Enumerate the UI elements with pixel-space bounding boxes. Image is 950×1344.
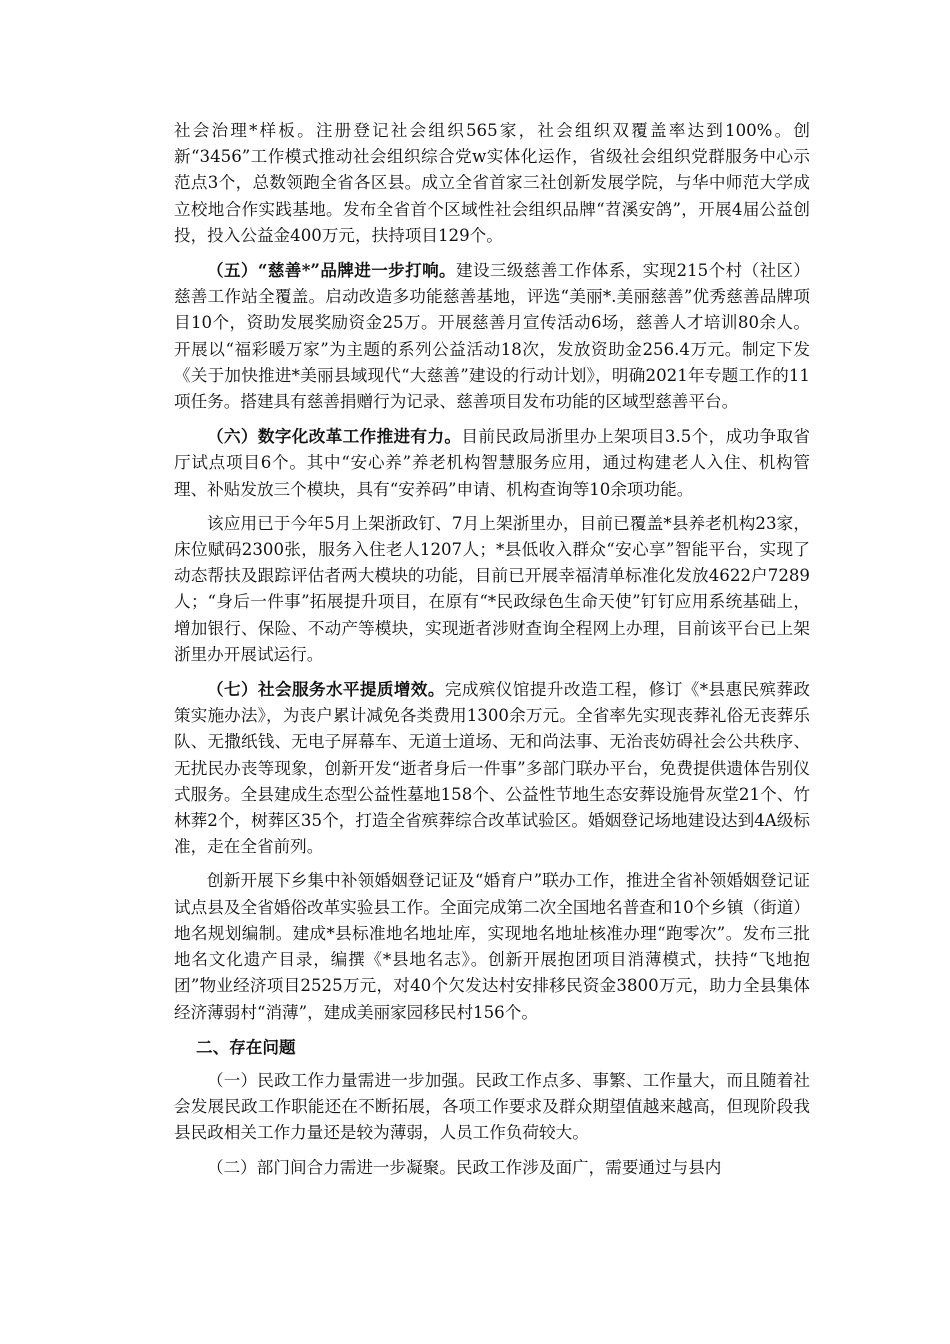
paragraph-digital-reform (174, 423, 810, 503)
paragraph-charity (174, 257, 810, 415)
paragraph-digital-reform-body: 目前民政局浙里办上架项目3.5个，成功争取省厅试点项目6个。其中“安心养”养老机构智慧服务应用，通过构建老人入住、机构管理、补贴发放三个模块，具有“安养码”申请、机构查询等10余项功能。 (174, 427, 811, 499)
section-lead-digital-reform: （六）数字化改革工作推进有力。 (207, 426, 462, 447)
paragraph-social-service-body: 完成殡仪馆提升改造工程，修订《*县惠民殡葬政策实施办法》，为丧户累计减免各类费用1300余万元。全省率先实现丧葬礼俗无丧葬乐队、无撒纸钱、无电子屏幕车、无道士道场、无和尚法事、无治丧妨碍社会公共秩序、无扰民办丧等现象，创新开发“逝者身后一件事”多部门联办平台，免费提供遗体告别仪式服务。全县建成生态型公益性墓地158个、公益性节地生态安葬设施骨灰堂21个、竹林葬2个，树葬区35个，打造全省殡葬综合改革试验区。婚姻登记场地建设达到4A级标准，走在全省前列。 (174, 680, 811, 857)
paragraph-social-service (174, 676, 810, 860)
paragraph-app-launch: 该应用已于今年5月上架浙政钉、7月上架浙里办，目前已覆盖*县养老机构23家，床位赋码2300张，服务入住老人1207人；*县低收入群众“安心享”智能平台，实现了动态帮扶及跟踪评估者两大模块的功能，目前已开展幸福清单标准化发放4622户7289人；“身后一件事”拓展提升项目，在原有“*民政绿色生命天使”钉钉应用系统基础上，增加银行、保险、不动产等模块，实现逝者涉财查询全程网上办理，目前该平台已上架浙里办开展试运行。 (174, 513, 810, 664)
paragraph-marriage-placenames: 创新开展下乡集中补领婚姻登记证及“婚育户”联办工作，推进全省补领婚姻登记证试点县及全省婚俗改革实验县工作。全面完成第二次全国地名普查和10个乡镇（街道）地名规划编制。建成*县标准地名地址库，实现地名地址核准办理“跑零次”。发布三批地名文化遗产目录，编撰《*县地名志》。创新开展抱团项目消薄模式，扶持“飞地抱团”物业经济项目2525万元，对40个欠发达村安排移民资金3800万元，助力全县集体经济薄弱村“消薄”，建成美丽家园移民村156个。 (174, 871, 810, 1022)
paragraph-charity-body: 建设三级慈善工作体系，实现215个村（社区）慈善工作站全覆盖。启动改造多功能慈善基地，评选“美丽*.美丽慈善”优秀慈善品牌项目10个，资助发展奖励资金25万。开展慈善月宣传活动6场，慈善人才培训80余人。开展以“福彩暖万家”为主题的系列公益活动18次，发放资助金256.4万元。制定下发《关于加快推进*美丽县域现代“大慈善”建设的行动计划》，明确2021年专题工作的11项任务。搭建具有慈善捐赠行为记录、慈善项目发布功能的区域型慈善平台。 (174, 261, 810, 412)
paragraph-problem-2: （二）部门间合力需进一步凝聚。民政工作涉及面广，需要通过与县内 (207, 1157, 722, 1177)
section-lead-charity: （五）“慈善*”品牌进一步打响。 (207, 260, 457, 281)
paragraph-problem-1: （一）民政工作力量需进一步加强。民政工作点多、事繁、工作量大，而且随着社会发展民政工作职能还在不断拓展，各项工作要求及群众期望值越来越高，但现阶段我县民政相关工作力量还是较为薄弱，人员工作负荷较大。 (174, 1070, 810, 1143)
section-lead-social-service: （七）社会服务水平提质增效。 (207, 679, 445, 700)
paragraph-social-org: 社会治理*样板。注册登记社会组织565家，社会组织双覆盖率达到100%。创新“3456”工作模式推动社会组织综合党w实体化运作，省级社会组织党群服务中心示范点3个，总数领跑全省各区县。成立全省首家三社创新发展学院，与华中师范大学成立校地合作实践基地。发布全省首个区域性社会组织品牌“苕溪安鸽”，开展4届公益创投，投入公益金400万元，扶持项目129个。 (174, 121, 810, 245)
document-page (174, 118, 810, 1189)
section-heading-problems: 二、存在问题 (196, 1036, 296, 1057)
